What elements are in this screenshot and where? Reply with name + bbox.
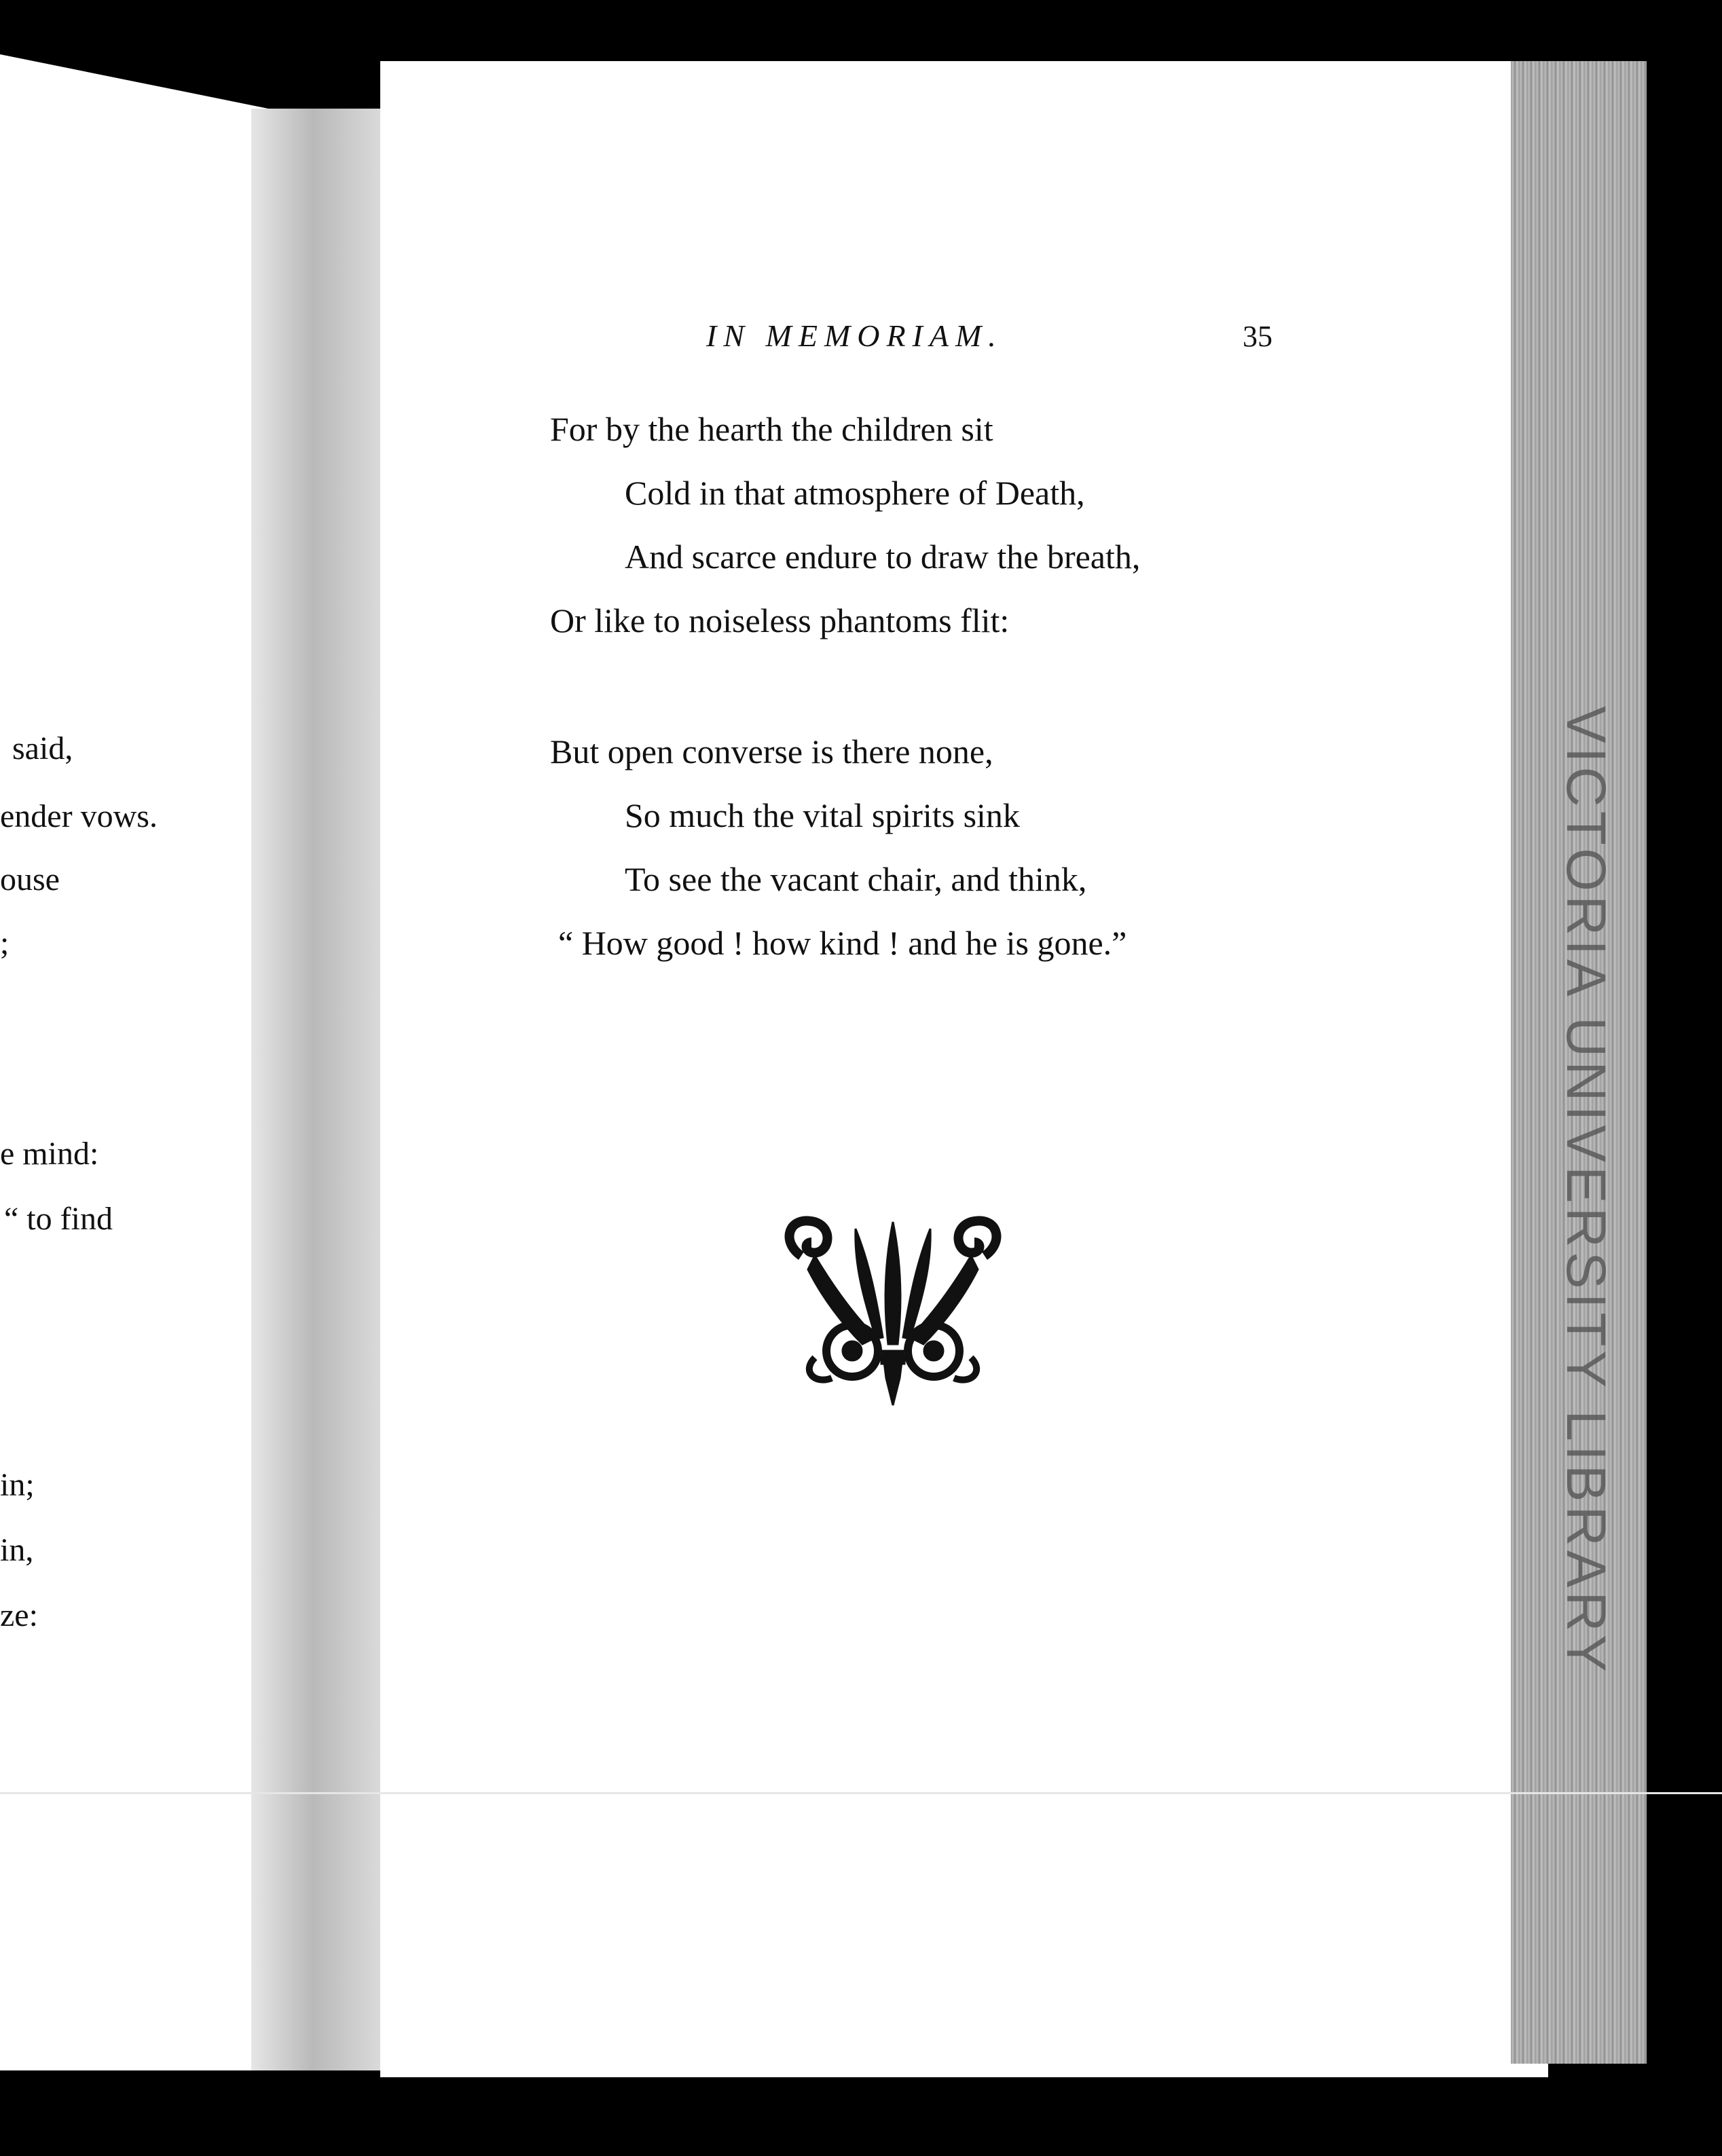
verse-line: Or like to noiseless phantoms flit: xyxy=(550,601,1010,639)
stanza-2 xyxy=(550,720,1297,975)
left-fragment: ouse xyxy=(0,861,60,897)
library-stamp: VICTORIA UNIVERSITY LIBRARY xyxy=(1555,706,1617,1676)
stanza-1 xyxy=(550,397,1297,652)
floral-tailpiece-icon xyxy=(774,1215,1012,1412)
left-fragment: e mind: xyxy=(0,1136,99,1172)
left-fragment: in, xyxy=(0,1532,34,1568)
running-head: IN MEMORIAM. xyxy=(706,318,1003,353)
left-fragment: “ to find xyxy=(4,1201,113,1237)
verse-line: “ How good ! how kind ! and he is gone.” xyxy=(558,924,1127,962)
left-fragment: in; xyxy=(0,1467,35,1503)
left-fragment: ze: xyxy=(0,1597,38,1633)
left-fragment: ; xyxy=(0,925,10,961)
verse-line: Cold in that atmosphere of Death, xyxy=(625,474,1085,512)
scan-artifact-line xyxy=(0,1792,1722,1794)
right-page xyxy=(380,61,1548,2084)
verse-line: For by the hearth the children sit xyxy=(550,410,993,448)
left-fragment: ender vows. xyxy=(0,798,158,834)
left-fragment: said, xyxy=(12,730,73,766)
verse-line: So much the vital spirits sink xyxy=(625,796,1020,834)
bottom-background xyxy=(0,2077,1722,2156)
verse-line: But open converse is there none, xyxy=(550,732,993,770)
verse-line: To see the vacant chair, and think, xyxy=(625,860,1087,898)
verse-line: And scarce endure to draw the breath, xyxy=(625,538,1141,576)
page-number: 35 xyxy=(1243,320,1272,353)
